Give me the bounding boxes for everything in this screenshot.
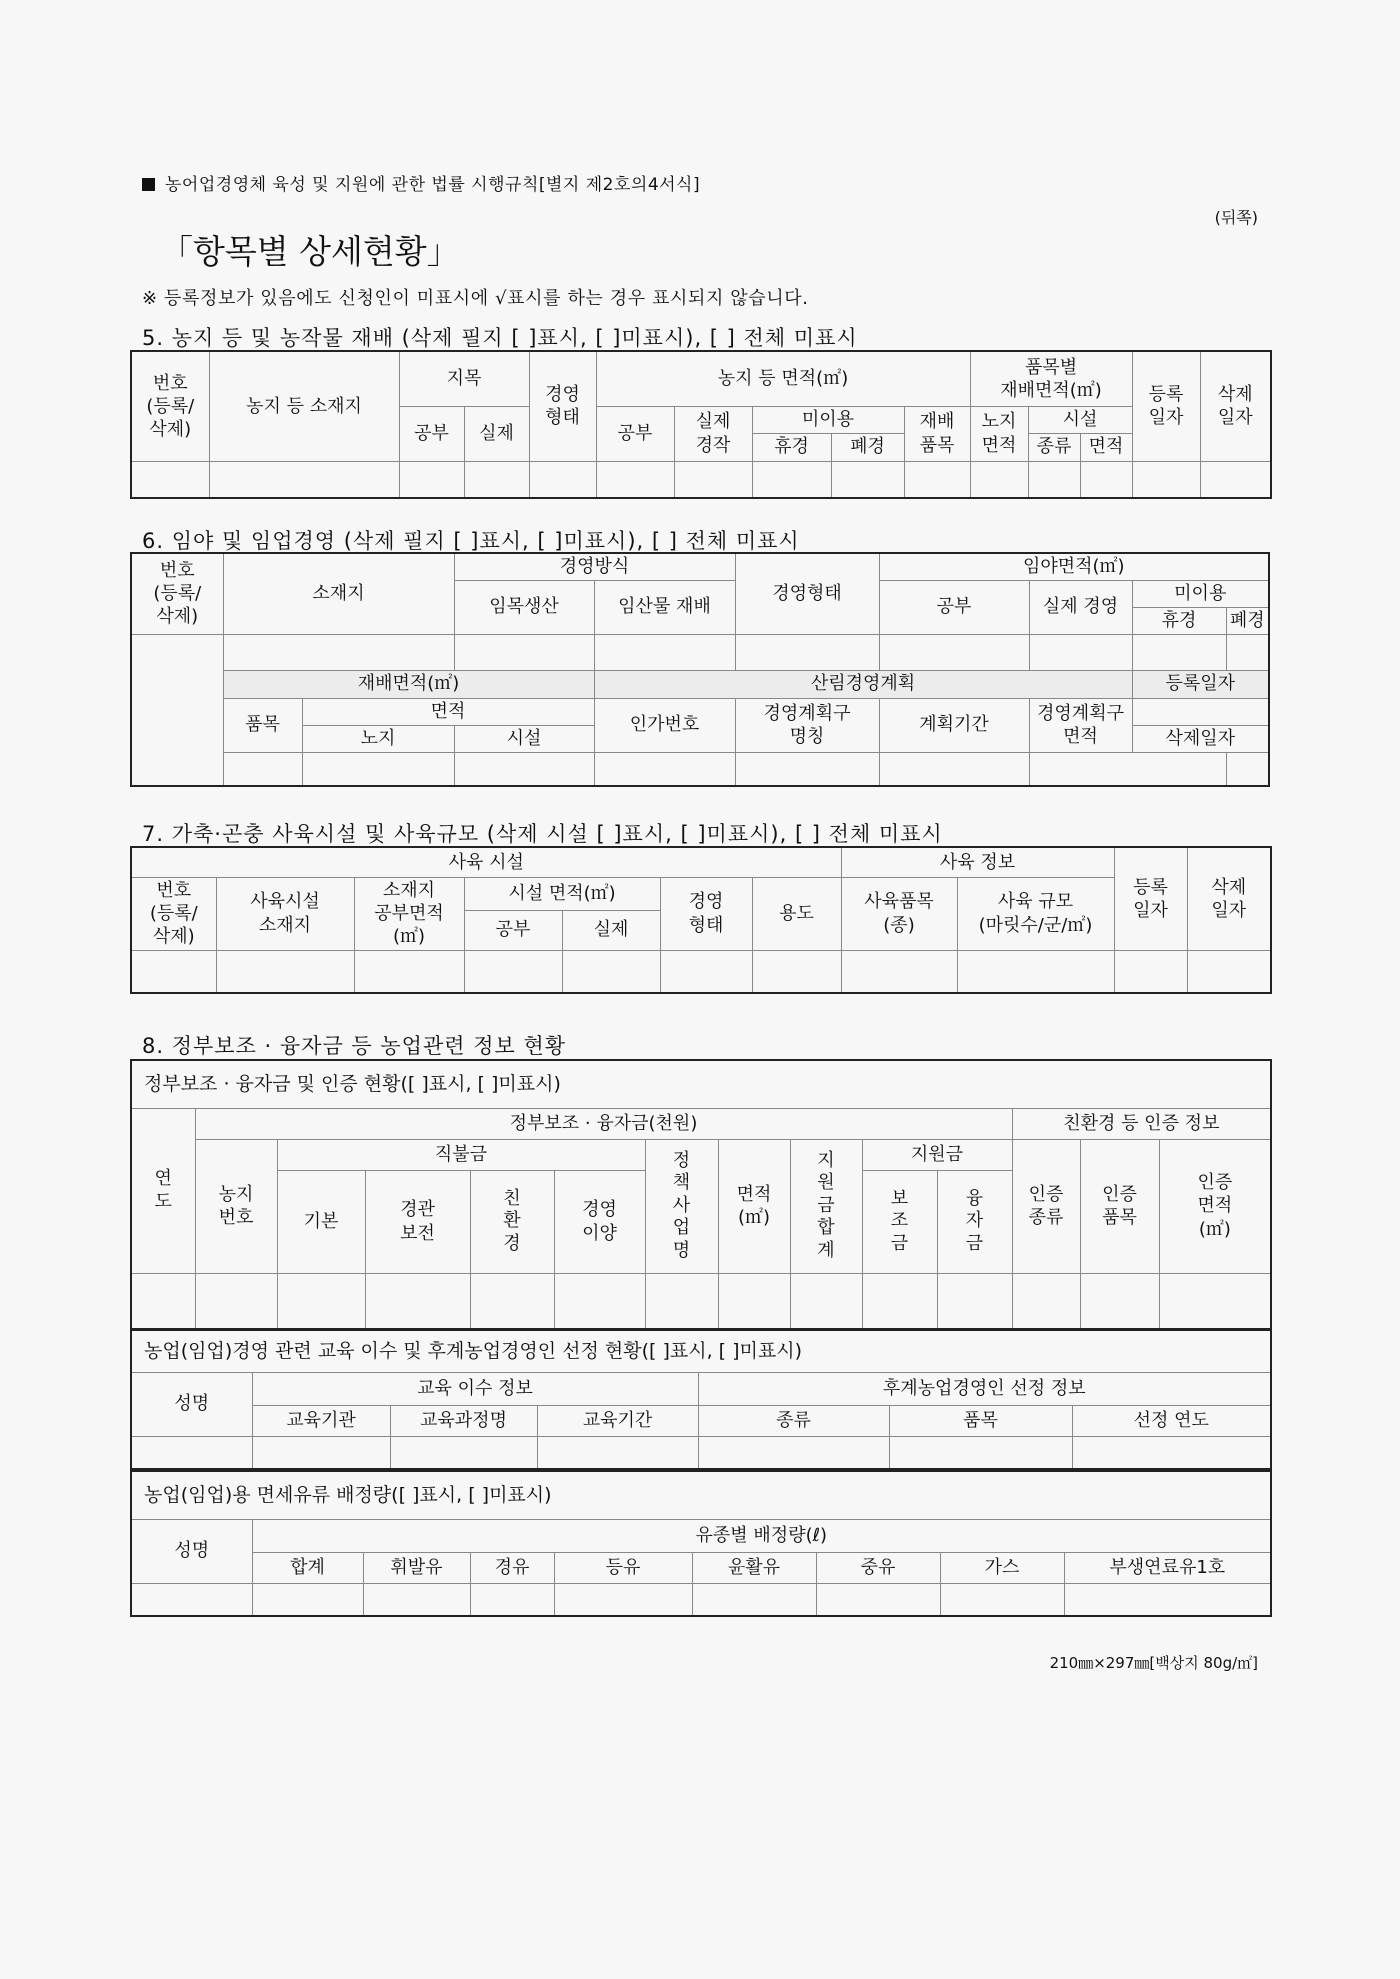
- open-field-area: 노지 면적: [970, 406, 1028, 461]
- table-row: [131, 950, 1271, 993]
- col-mgmt-type: 경영 형태: [529, 351, 596, 461]
- col-reg-date: 등록 일자: [1132, 351, 1200, 461]
- col-transfer: 경영 이양: [554, 1170, 645, 1273]
- section-8-subsidy-table: [130, 1059, 1272, 1330]
- col-number: 번호 (등록/ 삭제): [131, 877, 216, 950]
- col-scale: 사육 규모 (마릿수/군/㎡): [957, 877, 1114, 950]
- page-side-label: (뒤쪽): [1214, 208, 1258, 227]
- timber-production: 임목생산: [454, 580, 594, 634]
- col-landscape: 경관 보전: [365, 1170, 470, 1273]
- col-kerosene: 등유: [554, 1552, 692, 1583]
- facility: 시설: [454, 725, 594, 752]
- col-location: 사육시설 소재지: [216, 877, 354, 950]
- table-row: [131, 1436, 1271, 1469]
- section-7-heading: 7. 가축·곤충 사육시설 및 사육규모 (삭제 시설 [ ]표시, [ ]미표시), [ ] 전체 미표시: [142, 822, 943, 846]
- col-gasoline: 휘발유: [363, 1552, 470, 1583]
- col-number: 번호 (등록/ 삭제): [131, 553, 223, 634]
- col-farmland-area: 농지 등 면적(㎡): [596, 351, 970, 406]
- col-del-date: 삭제 일자: [1200, 351, 1271, 461]
- jimok-gongbu: 공부: [399, 406, 464, 461]
- law-reference: 농어업경영체 육성 및 지원에 관한 법률 시행규칙[별지 제2호의4서식]: [142, 170, 700, 195]
- section-8-fuel-table: [130, 1470, 1272, 1617]
- item: 품목: [223, 698, 302, 752]
- col-policy: 정책사업명: [645, 1139, 718, 1273]
- col-area: 면적 (㎡): [718, 1139, 790, 1273]
- square-bullet-icon: [142, 178, 155, 191]
- col-name: 성명: [131, 1519, 252, 1583]
- area-unused: 미이용: [752, 406, 904, 433]
- facility-header: 사육 시설: [131, 847, 841, 877]
- area-unused: 미이용: [1132, 580, 1269, 607]
- col-location: 농지 등 소재지: [209, 351, 399, 461]
- fallow: 휴경: [1132, 607, 1226, 634]
- col-cert-area: 인증 면적 (㎡): [1159, 1139, 1271, 1273]
- section-8-heading: 8. 정부보조 · 융자금 등 농업관련 정보 현황: [142, 1034, 567, 1058]
- area: 면적: [302, 698, 594, 725]
- col-reg-date: 등록 일자: [1114, 847, 1187, 950]
- area-gongbu: 공부: [464, 910, 562, 950]
- col-species: 사육품목 (종): [841, 877, 957, 950]
- abandoned: 폐경: [1226, 607, 1269, 634]
- section-8-education-table: [130, 1329, 1272, 1470]
- col-forest-area: 임야면적(㎡): [879, 553, 1269, 580]
- section-6-table: [130, 552, 1270, 787]
- table-row: [131, 1583, 1271, 1616]
- col-year: 연도: [131, 1108, 195, 1273]
- area-actual: 실제: [562, 910, 660, 950]
- fuel-header: 유종별 배정량(ℓ): [252, 1519, 1271, 1552]
- col-facility-area: 시설 면적(㎡): [464, 877, 660, 910]
- table-row: [131, 1273, 1271, 1329]
- gov-subsidy-header: 정부보조 · 융자금(천원): [195, 1108, 1012, 1139]
- col-kind: 종류: [698, 1405, 889, 1436]
- open-field: 노지: [302, 725, 454, 752]
- col-location: 소재지: [223, 553, 454, 634]
- crop-item: 재배 품목: [904, 406, 970, 461]
- col-number: 번호 (등록/ 삭제): [131, 351, 209, 461]
- facility-kind: 종류: [1028, 433, 1080, 461]
- section-5-table: [130, 350, 1272, 499]
- col-usage: 용도: [752, 877, 841, 950]
- col-mgmt-type: 경영형태: [735, 553, 879, 634]
- col-cert-type: 인증 종류: [1012, 1139, 1080, 1273]
- paper-spec: 210㎜×297㎜[백상지 80g/㎡]: [1049, 1654, 1258, 1672]
- col-method: 경영방식: [454, 553, 735, 580]
- area-actual: 실제 경작: [674, 406, 752, 461]
- edu-info-header: 교육 이수 정보: [252, 1372, 698, 1405]
- cultivation-area-header: 재배면적(㎡): [223, 670, 594, 698]
- abandoned: 폐경: [831, 433, 904, 461]
- col-heavy-oil: 중유: [816, 1552, 940, 1583]
- section-7-table: [130, 846, 1272, 994]
- col-course: 교육과정명: [390, 1405, 537, 1436]
- col-mgmt-type: 경영 형태: [660, 877, 752, 950]
- plan-area: 경영계획구 면적: [1029, 698, 1132, 752]
- col-jimok: 지목: [399, 351, 529, 406]
- col-public-area: 소재지 공부면적 (㎡): [354, 877, 464, 950]
- subsidy-status-title: 정부보조 · 융자금 및 인증 현황([ ]표시, [ ]미표시): [131, 1060, 1271, 1108]
- col-support-total: 지원금합계: [790, 1139, 862, 1273]
- forest-cultivation: 임산물 재배: [594, 580, 735, 634]
- successor-header: 후계농업경영인 선정 정보: [698, 1372, 1271, 1405]
- section-5-heading: 5. 농지 등 및 농작물 재배 (삭제 필지 [ ]표시, [ ]미표시), [ ] 전체 미표시: [142, 326, 858, 350]
- permit-number: 인가번호: [594, 698, 735, 752]
- col-loan: 융자금: [937, 1170, 1012, 1273]
- direct-payment-header: 직불금: [277, 1139, 645, 1170]
- forest-plan-header: 산림경영계획: [594, 670, 1132, 698]
- section-6-heading: 6. 임야 및 임업경영 (삭제 필지 [ ]표시, [ ]미표시), [ ] 전체 미표시: [142, 529, 800, 553]
- eco-cert-header: 친환경 등 인증 정보: [1012, 1108, 1271, 1139]
- col-crop-area: 품목별 재배면적(㎡): [970, 351, 1132, 406]
- col-name: 성명: [131, 1372, 252, 1436]
- col-diesel: 경유: [470, 1552, 554, 1583]
- info-header: 사육 정보: [841, 847, 1114, 877]
- reg-date-header: 등록일자: [1132, 670, 1269, 698]
- facility: 시설: [1028, 406, 1132, 433]
- col-eco-friendly: 친환경: [470, 1170, 554, 1273]
- table-row: [131, 752, 1269, 786]
- col-byproduct-fuel: 부생연료유1호: [1064, 1552, 1271, 1583]
- fuel-status-title: 농업(임업)용 면세유류 배정량([ ]표시, [ ]미표시): [131, 1471, 1271, 1519]
- page-title: 「항목별 상세현황」: [160, 232, 460, 271]
- notice-text: ※ 등록정보가 있음에도 신청인이 미표시에 √표시를 하는 경우 표시되지 않습니다.: [142, 288, 809, 309]
- col-gas: 가스: [940, 1552, 1064, 1583]
- table-row: [131, 461, 1271, 498]
- fallow: 휴경: [752, 433, 831, 461]
- col-cert-item: 인증 품목: [1080, 1139, 1159, 1273]
- col-farmland-no: 농지 번호: [195, 1139, 277, 1273]
- col-selection-year: 선정 연도: [1072, 1405, 1271, 1436]
- area-gongbu: 공부: [879, 580, 1029, 634]
- col-total: 합계: [252, 1552, 363, 1583]
- plan-period: 계획기간: [879, 698, 1029, 752]
- education-status-title: 농업(임업)경영 관련 교육 이수 및 후계농업경영인 선정 현황([ ]표시, [ ]미표시): [131, 1330, 1271, 1372]
- table-row: [131, 634, 1269, 670]
- col-item: 품목: [889, 1405, 1072, 1436]
- plan-name: 경영계획구 명칭: [735, 698, 879, 752]
- col-subsidy: 보조금: [862, 1170, 937, 1273]
- facility-area: 면적: [1080, 433, 1132, 461]
- col-del-date: 삭제 일자: [1187, 847, 1271, 950]
- del-date-header: 삭제일자: [1132, 725, 1269, 752]
- area-actual: 실제 경영: [1029, 580, 1132, 634]
- col-institution: 교육기관: [252, 1405, 390, 1436]
- support-header: 지원금: [862, 1139, 1012, 1170]
- col-edu-period: 교육기간: [537, 1405, 698, 1436]
- area-gongbu: 공부: [596, 406, 674, 461]
- jimok-silje: 실제: [464, 406, 529, 461]
- col-lubricant: 윤활유: [692, 1552, 816, 1583]
- reg-date-value[interactable]: [1132, 698, 1269, 725]
- col-basic: 기본: [277, 1170, 365, 1273]
